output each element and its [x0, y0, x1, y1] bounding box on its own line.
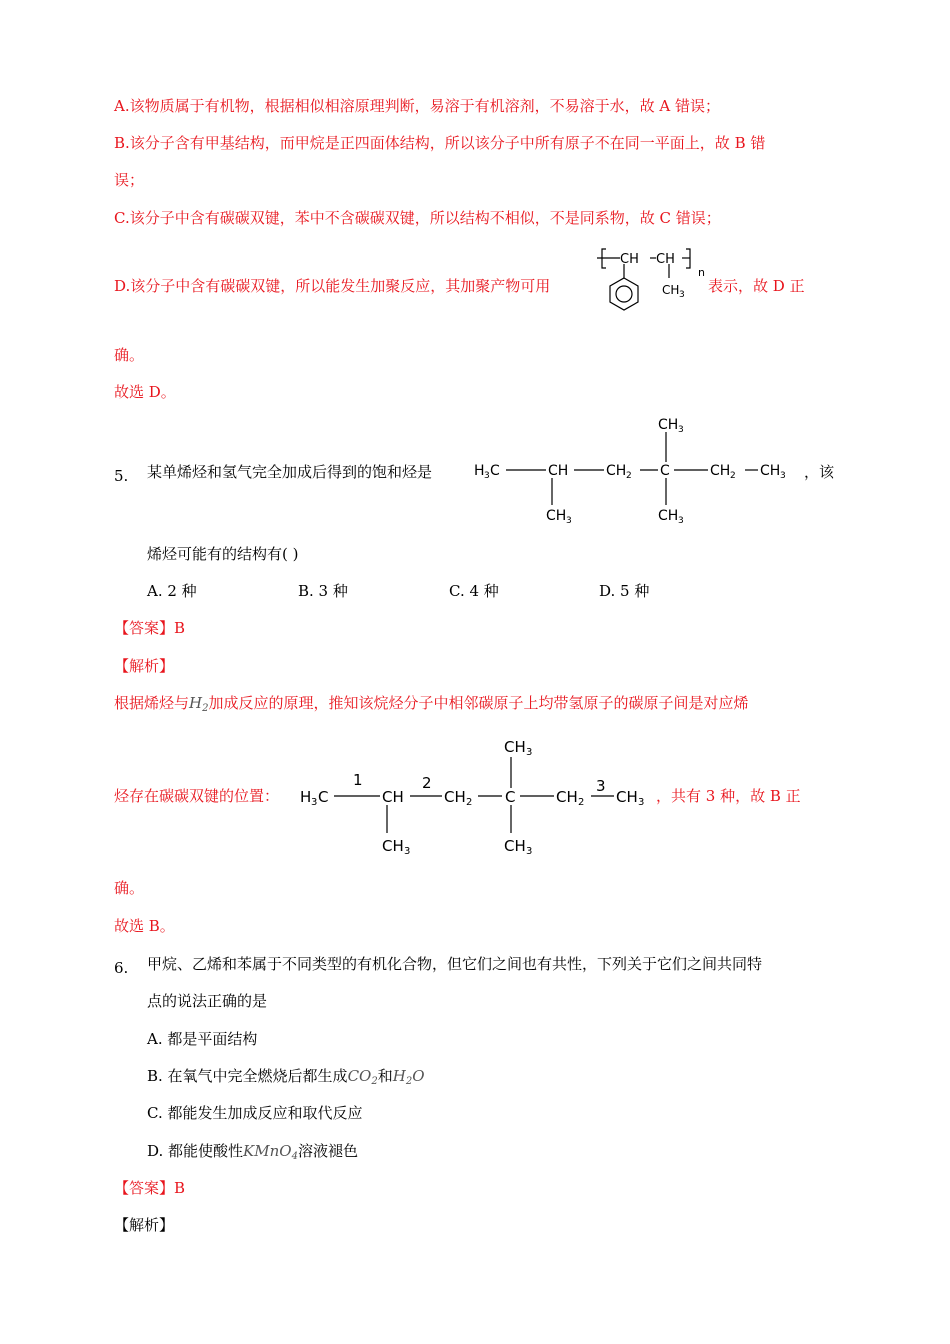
q6-option-d-pre: D. 都能使酸性	[147, 1142, 244, 1160]
q5-an-ch3-top-sub: 3	[526, 747, 533, 758]
q5-option-b: B. 3 种	[298, 582, 348, 600]
q5-an-ch2-2-sub: 2	[578, 797, 585, 808]
q6-stem-2: 点的说法正确的是	[147, 992, 268, 1010]
polymer-ch3: CH	[662, 283, 680, 297]
q5-ch3-left-sub: 3	[566, 516, 572, 526]
q5-ch: CH	[548, 463, 569, 479]
q5-number: 5.	[114, 467, 129, 485]
q6-answer: 【答案】B	[114, 1179, 186, 1197]
q5-an-ch2-1-sub: 2	[466, 797, 473, 808]
q6-option-d-post: 溶液褪色	[297, 1142, 358, 1160]
q5-an-ch3-bottom-sub: 3	[526, 846, 533, 857]
q5-h3c-sub: 3	[484, 471, 490, 481]
q5-option-c: C. 4 种	[449, 582, 499, 600]
q6-analysis-label: 【解析】	[114, 1216, 175, 1234]
bond-label-2: 2	[422, 774, 432, 792]
bond-label-1: 1	[353, 771, 363, 789]
analysis-option-b: B.该分子含有甲基结构，而甲烷是正四面体结构，所以该分子中所有原子不在同一平面上，故 B 错	[114, 134, 766, 152]
q5-analysis-line2: 烃存在碳碳双键的位置：	[114, 787, 280, 805]
q6-option-b-and: 和	[377, 1067, 393, 1085]
polymer-ch-2: CH	[656, 252, 675, 267]
q5-an-ch3-end: CH	[616, 788, 638, 806]
q5-ch3-bottom: CH	[658, 508, 679, 524]
q5-ch3-top-sub: 3	[678, 425, 684, 435]
q5-an-ch: CH	[382, 788, 404, 806]
q5-answer: 【答案】B	[114, 619, 186, 637]
q5-ch2-2: CH	[710, 463, 731, 479]
q5-analysis-label: 【解析】	[114, 657, 175, 675]
q5-an-ch3-left-sub: 3	[404, 846, 411, 857]
q5-ch3-end: CH	[760, 463, 781, 479]
analysis-option-d-end: 确。	[114, 346, 145, 364]
q5-option-d: D. 5 种	[599, 582, 650, 600]
q5-stem: 某单烯烃和氢气完全加成后得到的饱和烃是	[147, 463, 433, 481]
q5-stem-line2: 烯烃可能有的结构有( )	[147, 545, 299, 563]
q5-an-h3c: H	[300, 788, 312, 806]
polymer-n: n	[698, 266, 705, 279]
q5-ch2-1: CH	[606, 463, 627, 479]
polymer-structure	[594, 244, 714, 330]
q5-ch3-bottom-sub: 3	[678, 516, 684, 526]
polymer-ch3-sub: 3	[679, 290, 685, 300]
analysis-option-a: A.该物质属于有机物，根据相似相溶原理判断，易溶于有机溶剂，不易溶于水，故 A 错误；	[114, 97, 720, 115]
analysis-choose: 故选 D。	[114, 383, 176, 401]
q6-option-d	[147, 1141, 358, 1161]
analysis-option-b-cont: 误；	[114, 171, 145, 189]
q5-ch3-left: CH	[546, 508, 567, 524]
q5-h3c: H	[474, 463, 485, 479]
bond-label-3: 3	[596, 777, 606, 795]
q5-an-c: C	[505, 788, 516, 806]
q5-ch2-2-sub: 2	[730, 471, 736, 481]
q6-stem-1: 甲烷、乙烯和苯属于不同类型的有机化合物，但它们之间也有共性，下列关于它们之间共同特	[147, 955, 763, 973]
q5-c: C	[660, 463, 670, 479]
kmno4-formula: KMnO$_4$	[243, 1142, 298, 1162]
co2-formula: $CO_2$	[347, 1067, 378, 1087]
q6-option-a: A. 都是平面结构	[147, 1030, 258, 1048]
q5-an-ch3-end-sub: 3	[638, 797, 645, 808]
q5-an-ch2-2: CH	[556, 788, 578, 806]
q5-analysis-line3: 确。	[114, 879, 145, 897]
q5-an-ch2-1: CH	[444, 788, 466, 806]
analysis-option-d: D.该分子中含有碳碳双键，所以能发生加聚反应，其加聚产物可用	[114, 277, 551, 295]
h2o-formula: $H_2O$	[392, 1067, 425, 1087]
polymer-ch-1: CH	[620, 252, 639, 267]
q5-option-a: A. 2 种	[147, 582, 197, 600]
q6-option-b	[147, 1066, 425, 1086]
q5-an-ch3-bottom: CH	[504, 837, 526, 855]
analysis-option-c: C.该分子中含有碳碳双键，苯中不含碳碳双键，所以结构不相似，不是同系物，故 C 错误；	[114, 209, 721, 227]
q6-option-c: C. 都能发生加成反应和取代反应	[147, 1104, 363, 1122]
q5-structure	[470, 410, 800, 530]
analysis-option-d-tail: 表示，故 D 正	[708, 277, 805, 295]
q5-an-ch3-top: CH	[504, 738, 526, 756]
q5-ch2-1-sub: 2	[626, 471, 632, 481]
q5-analysis-structure	[298, 735, 654, 857]
q6-number: 6.	[114, 959, 129, 977]
q5-an-h3c-c: C	[318, 788, 329, 806]
q5-an-h3c-sub: 3	[311, 797, 318, 808]
q6-option-b-pre: B. 在氧气中完全燃烧后都生成	[147, 1067, 348, 1085]
q5-ch3-end-sub: 3	[780, 471, 786, 481]
q5-stem-tail: ，该	[804, 463, 835, 481]
q5-an-ch3-left: CH	[382, 837, 404, 855]
q5-choose: 故选 B。	[114, 917, 175, 935]
q5-analysis-1-post: 加成反应的原理，推知该烷烃分子中相邻碳原子上均带氢原子的碳原子间是对应烯	[208, 694, 749, 712]
q5-h3c-c: C	[490, 463, 500, 479]
q5-analysis-1-pre: 根据烯烃与	[114, 694, 190, 712]
q5-ch3-top: CH	[658, 417, 679, 433]
q5-analysis-h2: $H_2$	[189, 694, 209, 714]
q5-analysis-line2-tail: ，共有 3 种，故 B 正	[656, 787, 801, 805]
q5-analysis-line1	[114, 693, 749, 713]
